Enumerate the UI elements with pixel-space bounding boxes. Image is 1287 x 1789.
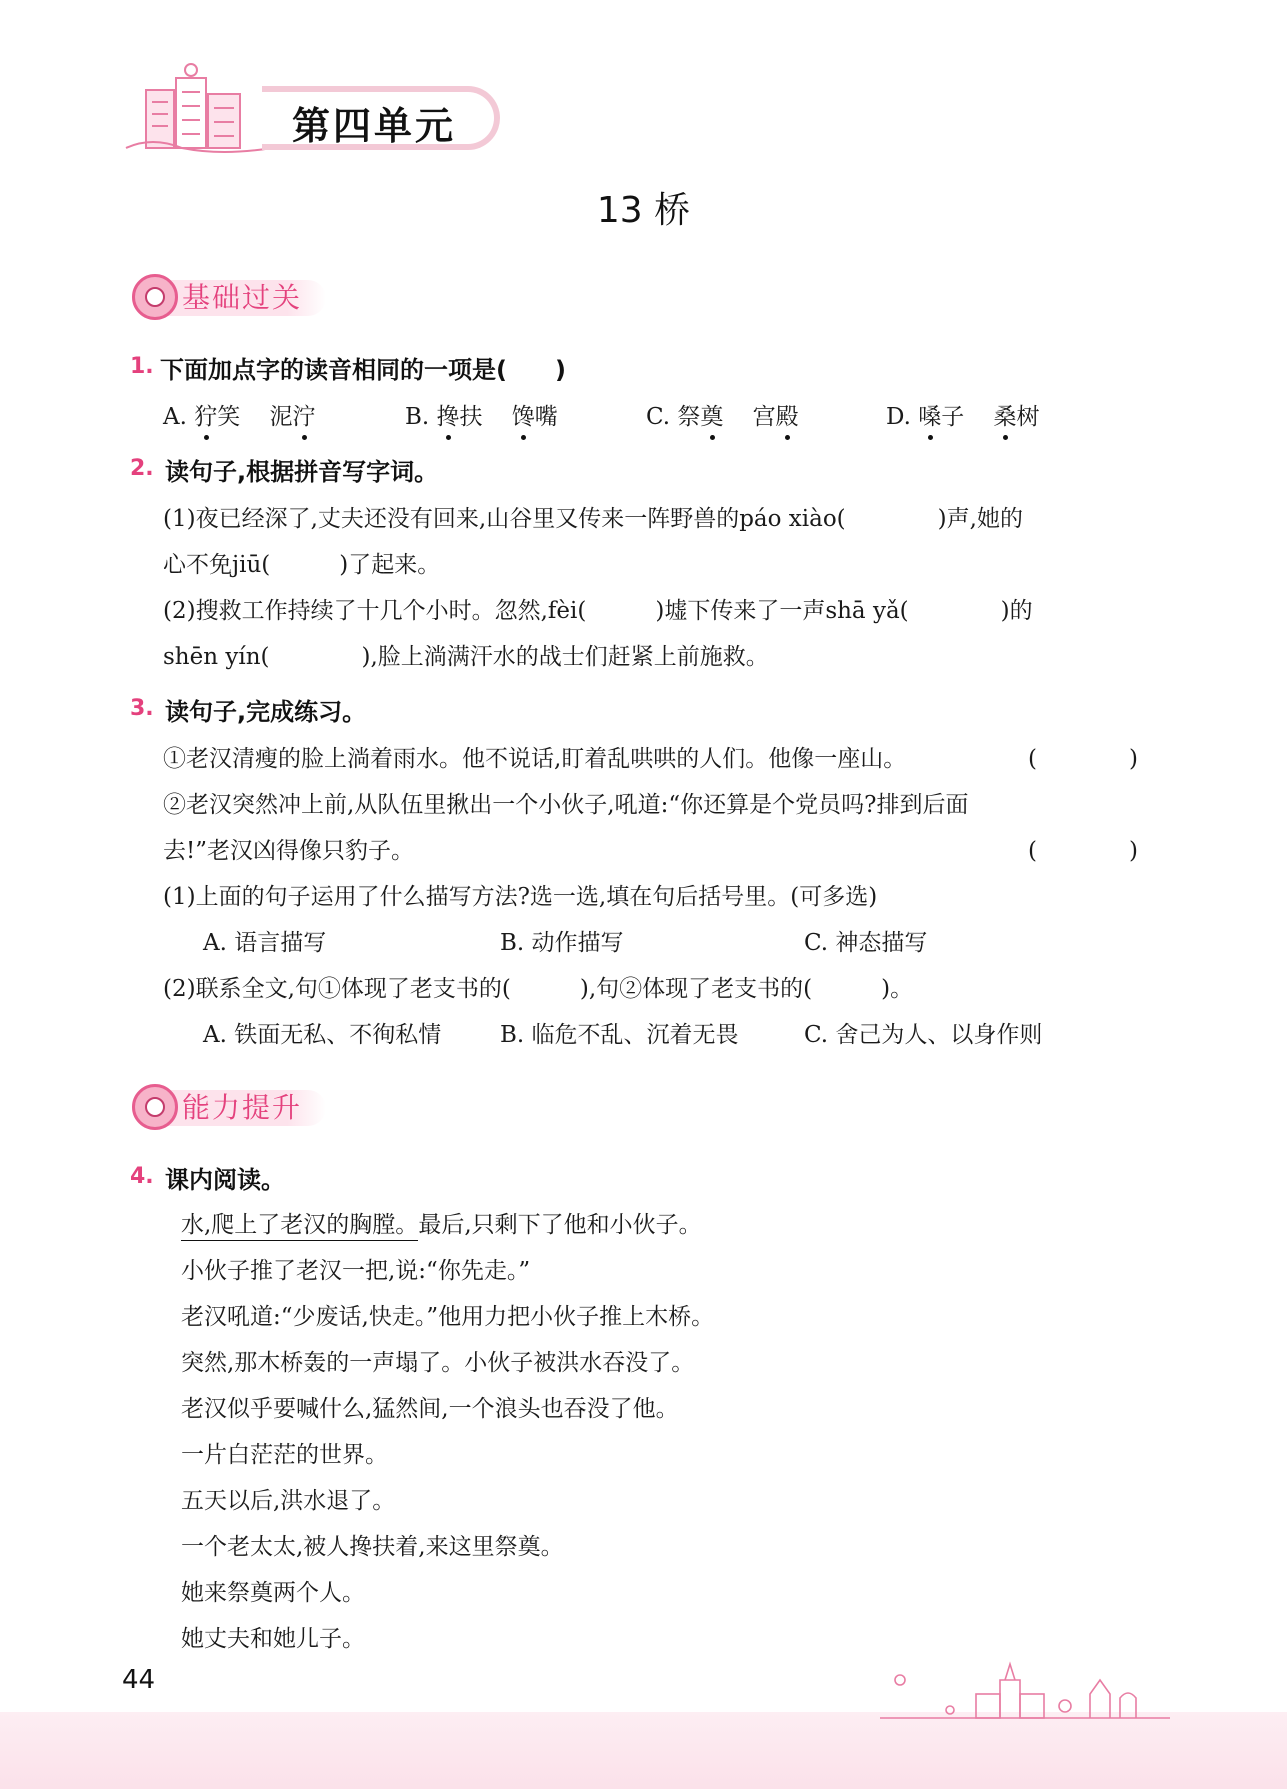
question-title: 读句子,根据拼音写字词。 xyxy=(165,458,439,486)
section-label: 基础过关 xyxy=(182,281,303,314)
reading-line: 她丈夫和她儿子。 xyxy=(181,1626,365,1652)
section-label: 能力提升 xyxy=(182,1091,303,1124)
answer-parenthesis: ( ) xyxy=(1028,746,1138,772)
q2-line: (2)搜救工作持续了十几个小时。忽然,fèi( )墟下传来了一声shā yǎ( )的 xyxy=(163,598,1033,624)
reading-line: 小伙子推了老汉一把,说:“你先走。” xyxy=(181,1258,531,1284)
question-title: 课内阅读。 xyxy=(165,1166,285,1194)
q3-option: C. 舍己为人、以身作则 xyxy=(804,1022,1043,1048)
q2-line: (1)夜已经深了,丈夫还没有回来,山谷里又传来一阵野兽的páo xiào( )声,她的 xyxy=(163,506,1023,532)
answer-parenthesis: ( ) xyxy=(1028,838,1138,864)
reading-line: 五天以后,洪水退了。 xyxy=(181,1488,396,1514)
q1-option-c: C. 祭奠 宫殿 xyxy=(646,404,799,430)
section-badge-advanced xyxy=(132,1090,326,1126)
question-title: 读句子,完成练习。 xyxy=(165,698,367,726)
cartoon-face-icon xyxy=(132,1084,178,1130)
q3-sentence: ①老汉清瘦的脸上淌着雨水。他不说话,盯着乱哄哄的人们。他像一座山。 xyxy=(163,746,907,772)
reading-line: 水,爬上了老汉的胸膛。最后,只剩下了他和小伙子。 xyxy=(181,1206,702,1239)
q2-line: 心不免jiū( )了起来。 xyxy=(163,552,441,578)
unit-title: 第四单元 xyxy=(292,104,457,148)
castle-illustration xyxy=(880,1650,1170,1720)
q1-option-b: B. 搀扶 馋嘴 xyxy=(405,404,558,430)
reading-line: 一个老太太,被人搀扶着,来这里祭奠。 xyxy=(181,1534,564,1560)
q3-option: B. 临危不乱、沉着无畏 xyxy=(500,1022,739,1048)
question-number: 2. xyxy=(130,456,154,481)
q2-line: shēn yín( ),脸上淌满汗水的战士们赶紧上前施救。 xyxy=(163,644,769,670)
reading-line: 一片白茫茫的世界。 xyxy=(181,1442,388,1468)
lesson-title: 13 桥 xyxy=(596,190,691,231)
section-badge-basic xyxy=(132,280,326,316)
q3-sentence: ②老汉突然冲上前,从队伍里揪出一个小伙子,吼道:“你还算是个党员吗?排到后面 xyxy=(163,792,969,818)
reading-line: 老汉似乎要喊什么,猛然间,一个浪头也吞没了他。 xyxy=(181,1396,679,1422)
cartoon-face-icon xyxy=(132,274,178,320)
q3-option: A. 语言描写 xyxy=(203,930,327,956)
reading-line: 她来祭奠两个人。 xyxy=(181,1580,365,1606)
footer-band xyxy=(0,1712,1287,1789)
page-number: 44 xyxy=(122,1665,156,1695)
q3-part: (1)上面的句子运用了什么描写方法?选一选,填在句后括号里。(可多选) xyxy=(163,884,878,910)
question-number: 1. xyxy=(130,354,154,379)
buildings-illustration xyxy=(122,60,282,160)
reading-line: 老汉吼道:“少废话,快走。”他用力把小伙子推上木桥。 xyxy=(181,1304,715,1330)
question-number: 3. xyxy=(130,696,154,721)
reading-line: 突然,那木桥轰的一声塌了。小伙子被洪水吞没了。 xyxy=(181,1350,695,1376)
q1-option-a: A. 狞笑 泥泞 xyxy=(163,404,316,430)
q3-part: (2)联系全文,句①体现了老支书的( ),句②体现了老支书的( )。 xyxy=(163,976,914,1002)
q1-option-d: D. 嗓子 桑树 xyxy=(886,404,1040,430)
underlined-sentence: 水,爬上了老汉的胸膛。 xyxy=(181,1212,418,1241)
question-number: 4. xyxy=(130,1164,154,1189)
question-title: 下面加点字的读音相同的一项是( ) xyxy=(160,356,566,384)
q3-option: C. 神态描写 xyxy=(804,930,928,956)
q3-sentence: 去!”老汉凶得像只豹子。 xyxy=(163,838,415,864)
q3-option: B. 动作描写 xyxy=(500,930,624,956)
q3-option: A. 铁面无私、不徇私情 xyxy=(203,1022,442,1048)
